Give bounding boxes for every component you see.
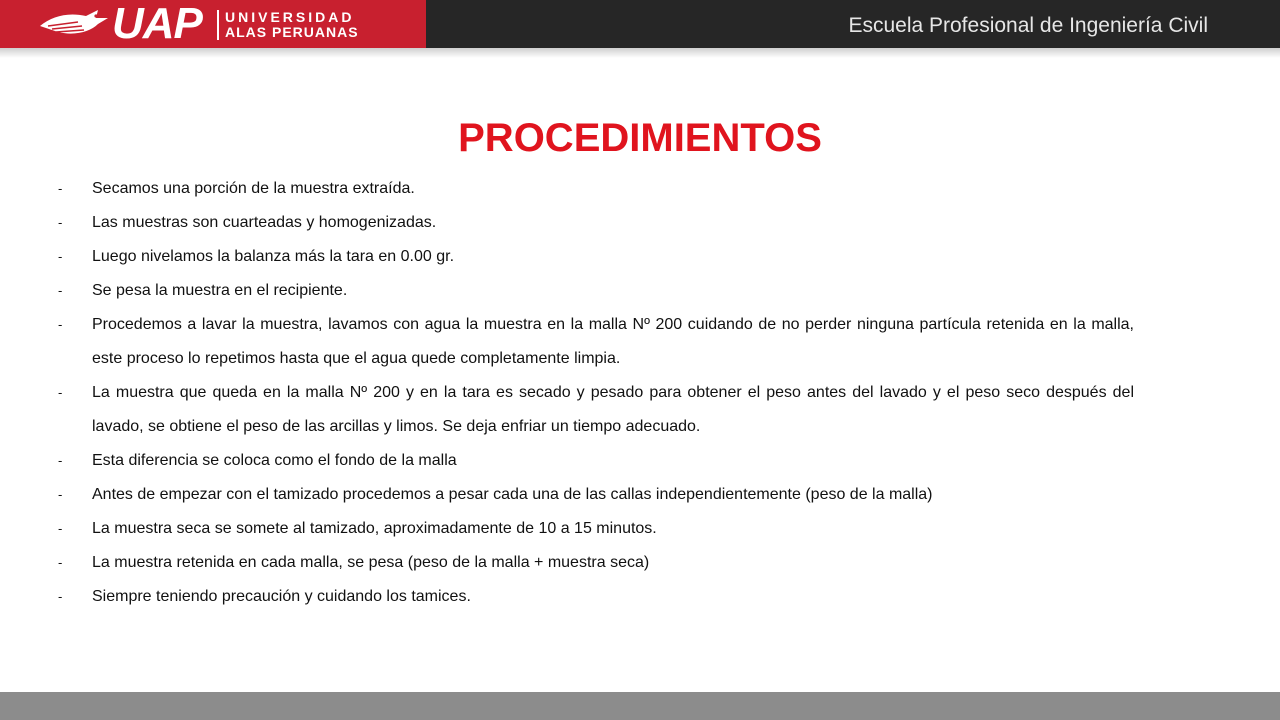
list-item-text: La muestra que queda en la malla Nº 200 y en la tara es secado y pesado para obtener el peso antes del lavado y el peso seco después del lavado, se obtiene el peso de las arcillas y limos. Se deja enfriar un tiempo adecuado.: [92, 384, 1134, 435]
list-item-text: La muestra seca se somete al tamizado, aproximadamente de 10 a 15 minutos.: [92, 520, 657, 537]
list-item: [58, 478, 1134, 512]
list-item: [58, 444, 1134, 478]
list-item-text: Luego nivelamos la balanza más la tara en 0.00 gr.: [92, 248, 455, 265]
list-item: [58, 546, 1134, 580]
list-item: [58, 308, 1134, 376]
list-item: [58, 240, 1134, 274]
condor-emblem-icon: [38, 6, 110, 42]
list-item-text: Esta diferencia se coloca como el fondo de la malla: [92, 452, 457, 469]
list-item: [58, 274, 1134, 308]
bullet-dash: -: [58, 521, 63, 536]
list-item: [58, 206, 1134, 240]
bullet-dash: -: [58, 317, 63, 332]
bullet-dash: -: [58, 215, 63, 230]
bullet-dash: -: [58, 283, 63, 298]
list-item: [58, 512, 1134, 546]
bullet-dash: -: [58, 181, 63, 196]
list-item: [58, 376, 1134, 444]
list-item-text: Siempre teniendo precaución y cuidando los tamices.: [92, 588, 471, 605]
list-item-text: Secamos una porción de la muestra extraída.: [92, 180, 415, 197]
list-item-text: Se pesa la muestra en el recipiente.: [92, 282, 348, 299]
logo-name-line1: UNIVERSIDAD: [225, 9, 355, 25]
list-item-text: Procedemos a lavar la muestra, lavamos con agua la muestra en la malla Nº 200 cuidando de no perder ninguna partícula retenida en la malla, este proceso lo repetimos hasta que el agua quede completamente limpia.: [92, 316, 1134, 367]
list-item-text: Las muestras son cuarteadas y homogenizadas.: [92, 214, 437, 231]
list-item-text: Antes de empezar con el tamizado procedemos a pesar cada una de las callas independientemente (peso de la malla): [92, 486, 933, 503]
bullet-dash: -: [58, 555, 63, 570]
logo-name-line2: ALAS PERUANAS: [225, 24, 359, 40]
list-item: [58, 580, 1134, 614]
bullet-dash: -: [58, 453, 63, 468]
bullet-dash: -: [58, 487, 63, 502]
list-item-text: La muestra retenida en cada malla, se pesa (peso de la malla + muestra seca): [92, 554, 650, 571]
slide-title: PROCEDIMIENTOS: [458, 116, 822, 160]
logo-acronym: UAP: [112, 0, 202, 48]
bullet-dash: -: [58, 249, 63, 264]
header-shadow: [0, 48, 1280, 58]
school-name: Escuela Profesional de Ingeniería Civil: [848, 14, 1208, 37]
list-item: [58, 172, 1134, 206]
bullet-dash: -: [58, 385, 63, 400]
procedure-list: [58, 172, 1134, 614]
logo-divider: [217, 10, 219, 40]
bullet-dash: -: [58, 589, 63, 604]
university-logo: [0, 0, 426, 48]
footer-bar: [0, 692, 1280, 720]
